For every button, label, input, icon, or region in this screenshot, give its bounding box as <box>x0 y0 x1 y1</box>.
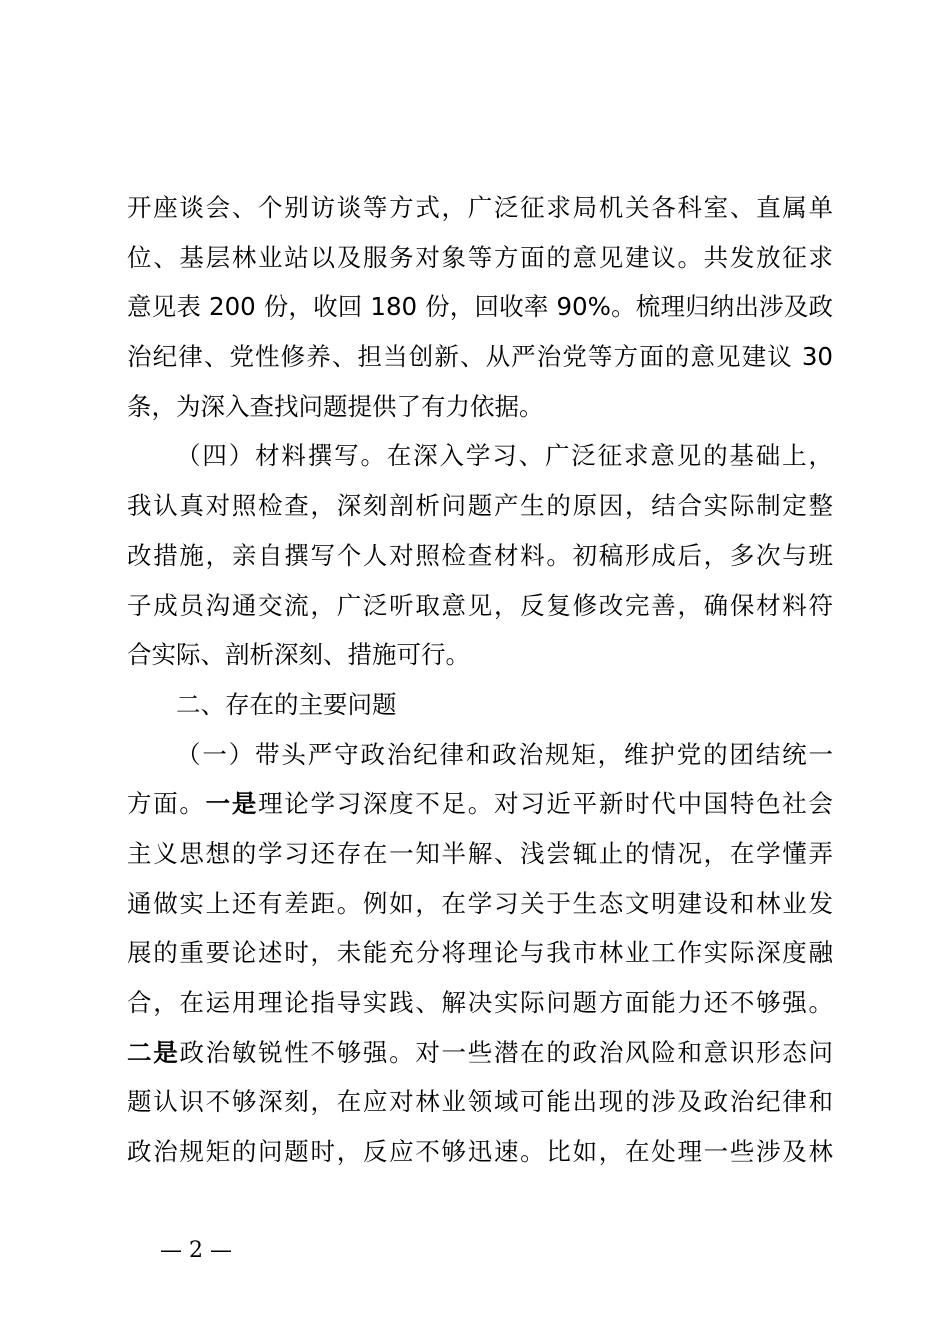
document-body <box>127 183 833 1177</box>
paragraph-line: 合实际、剖析深刻、措施可行。 <box>127 640 470 670</box>
paragraph-line <box>127 1028 833 1078</box>
paragraph-line: 改措施，亲自撰写个人对照检查材料。初稿形成后，多次与班 <box>127 540 833 570</box>
paragraph-line: 展的重要论述时，未能充分将理论与我市林业工作实际深度融 <box>127 938 833 968</box>
paragraph-text: 理论学习深度不足。对习近平新时代中国特色社会 <box>258 789 834 819</box>
paragraph-line: 主义思想的学习还存在一知半解、浅尝辄止的情况，在学懂弄 <box>127 838 833 868</box>
section-heading-materials: （四）材料撰写。在深入学习、广泛征求意见的基础上， <box>176 441 833 471</box>
point-one-label: 一是 <box>205 789 259 819</box>
paragraph-text: 方面。 <box>127 789 206 819</box>
section-heading-problems: 二、存在的主要问题 <box>176 689 397 719</box>
paragraph-line: 开座谈会、个别访谈等方式，广泛征求局机关各科室、直属单 <box>127 193 833 222</box>
page-number: — 2 — <box>160 1238 232 1263</box>
paragraph-line: 我认真对照检查，深刻剖析问题产生的原因，结合实际制定整 <box>127 491 833 521</box>
paragraph-line: 政治规矩的问题时，反应不够迅速。比如，在处理一些涉及林 <box>127 1137 833 1167</box>
paragraph-line <box>127 779 833 829</box>
paragraph-line: 治纪律、党性修养、担当创新、从严治党等方面的意见建议 30 <box>127 342 833 372</box>
paragraph-line: 条，为深入查找问题提供了有力依据。 <box>127 391 544 421</box>
paragraph-line: 合，在运用理论指导实践、解决实际问题方面能力还不够强。 <box>127 988 833 1017</box>
paragraph-line: 子成员沟通交流，广泛听取意见，反复修改完善，确保材料符 <box>127 590 833 620</box>
subsection-heading-discipline: （一）带头严守政治纪律和政治规矩，维护党的团结统一 <box>176 739 833 769</box>
paragraph-text: 政治敏锐性不够强。对一些潜在的政治风险和意识形态问 <box>179 1037 834 1067</box>
paragraph-line: 通做实上还有差距。例如，在学习关于生态文明建设和林业发 <box>127 888 833 918</box>
paragraph-line: 位、基层林业站以及服务对象等方面的意见建议。共发放征求 <box>127 242 833 272</box>
point-two-label: 二是 <box>127 1037 180 1067</box>
paragraph-line: 意见表 200 份，收回 180 份，回收率 90%。梳理归纳出涉及政 <box>127 292 833 322</box>
paragraph-line: 题认识不够深刻，在应对林业领域可能出现的涉及政治纪律和 <box>127 1087 833 1117</box>
